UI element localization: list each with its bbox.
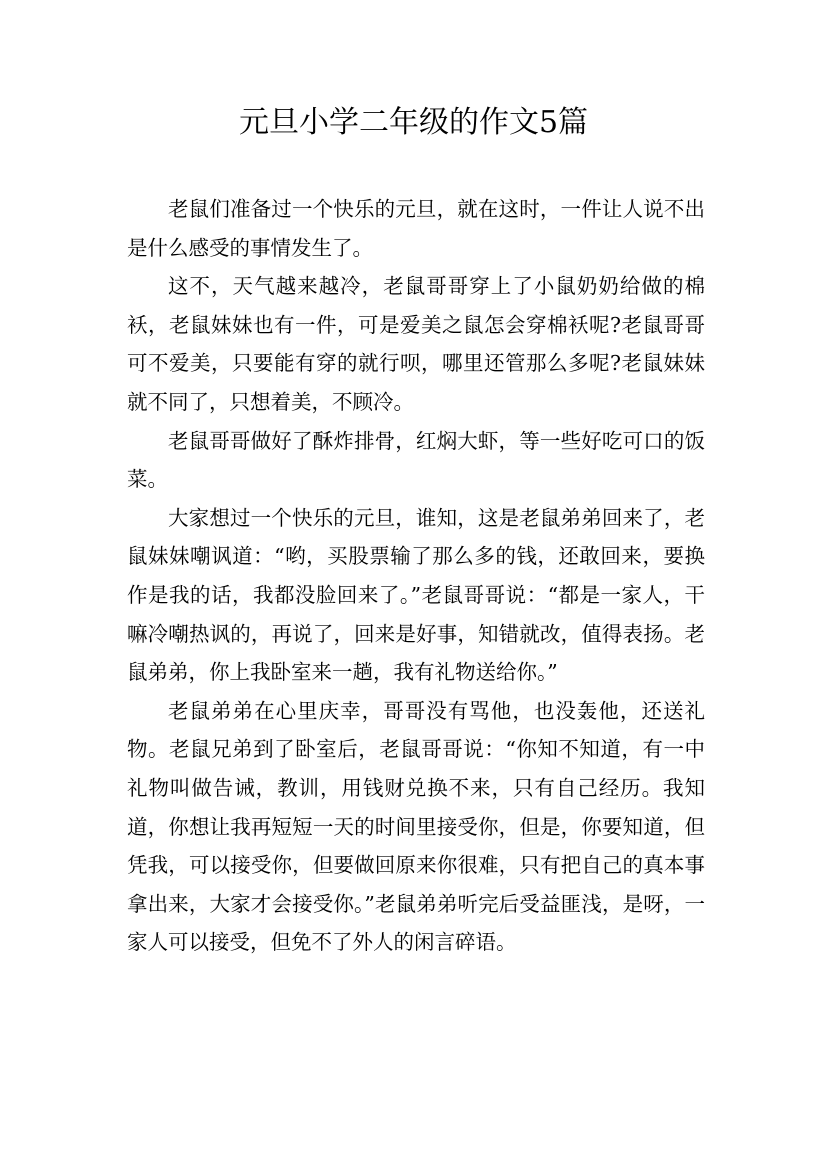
paragraph: 老鼠们准备过一个快乐的元旦，就在这时，一件让人说不出是什么感受的事情发生了。 <box>127 197 705 260</box>
paragraph: 老鼠哥哥做好了酥炸排骨，红焖大虾，等一些好吃可口的饭菜。 <box>127 428 705 492</box>
paragraph: 大家想过一个快乐的元旦，谁知，这是老鼠弟弟回来了，老鼠妹妹嘲讽道：“哟，买股票输了那么多的钱，还敢回来，要换作是我的话，我都没脸回来了。”老鼠哥哥说：“都是一家人，干嘛冷嘲热讽的，再说了，回来是好事，知错就改，值得表扬。老鼠弟弟，你上我卧室来一趟，我有礼物送给你。” <box>127 505 705 685</box>
document-body <box>127 190 705 962</box>
document-title: 元旦小学二年级的作文5篇 <box>238 105 589 140</box>
paragraph: 老鼠弟弟在心里庆幸，哥哥没有骂他，也没轰他，还送礼物。老鼠兄弟到了卧室后，老鼠哥哥说：“你知不知道，有一中礼物叫做告诫，教训，用钱财兑换不来，只有自己经历。我知道，你想让我再短短一天的时间里接受你，但是，你要知道，但凭我，可以接受你，但要做回原来你很难，只有把自己的真本事拿出来，大家才会接受你。”老鼠弟弟听完后受益匪浅，是呀，一家人可以接受，但免不了外人的闲言碎语。 <box>127 698 705 955</box>
paragraph: 这不，天气越来越冷，老鼠哥哥穿上了小鼠奶奶给做的棉袄，老鼠妹妹也有一件，可是爱美之鼠怎会穿棉袄呢?老鼠哥哥可不爱美，只要能有穿的就行呗，哪里还管那么多呢?老鼠妹妹就不同了，只想着美，不顾冷。 <box>127 274 705 414</box>
